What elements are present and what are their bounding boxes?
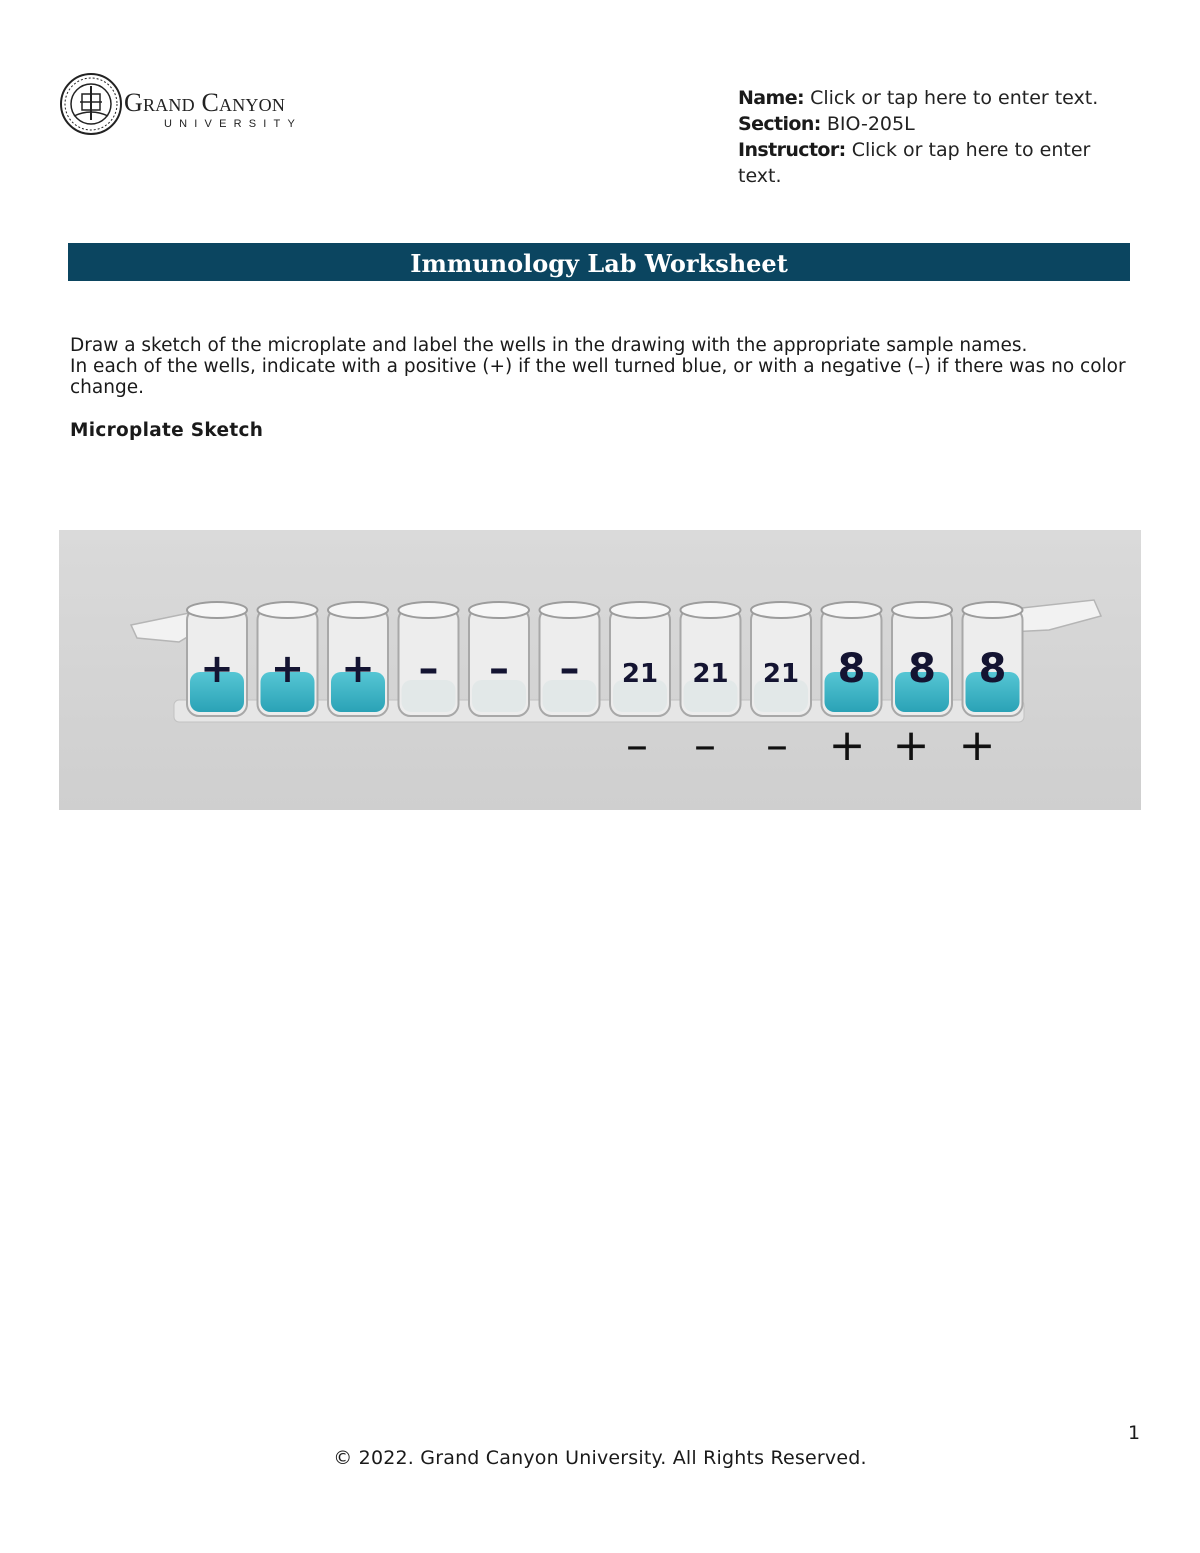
instruction-line-2: In each of the wells, indicate with a positive (+) if the well turned blue, or with a negative (–) if there was no color change. — [70, 356, 1126, 398]
name-row — [738, 85, 1138, 111]
instructor-row — [738, 137, 1138, 189]
well — [751, 602, 811, 716]
well — [399, 602, 459, 716]
well — [681, 602, 741, 716]
result-mark: + — [828, 720, 866, 771]
well — [610, 602, 670, 716]
logo-subtext: UNIVERSITY — [164, 118, 303, 130]
well — [540, 602, 600, 716]
well-label: – — [559, 646, 580, 692]
well-label: – — [489, 646, 509, 692]
instructions — [70, 335, 1130, 398]
well-label: + — [270, 646, 305, 692]
section-label: Section: — [738, 113, 821, 135]
instruction-line-1: Draw a sketch of the microplate and label the wells in the drawing with the appropriate sample names. — [70, 335, 1028, 356]
well-label: 21 — [621, 659, 659, 689]
well-label: 21 — [762, 659, 800, 689]
result-mark: + — [892, 720, 930, 771]
student-info — [738, 85, 1138, 189]
university-logo — [60, 72, 340, 136]
instructor-field[interactable]: Click or tap here to enter text. — [738, 139, 1091, 187]
well — [328, 602, 388, 716]
well-label: 21 — [692, 659, 729, 689]
section-heading: Microplate Sketch — [70, 420, 264, 441]
well-label: 8 — [908, 646, 936, 692]
result-mark: – — [766, 720, 788, 771]
well-label: – — [418, 646, 439, 692]
instructor-label: Instructor: — [738, 139, 846, 161]
worksheet-title-banner: Immunology Lab Worksheet — [68, 243, 1130, 281]
well — [892, 602, 952, 716]
well — [469, 602, 529, 716]
name-field[interactable]: Click or tap here to enter text. — [810, 87, 1099, 109]
well-label: 8 — [978, 646, 1007, 692]
well — [187, 602, 247, 716]
section-field[interactable]: BIO-205L — [826, 113, 915, 135]
result-mark: + — [958, 720, 996, 771]
page-number: 1 — [1128, 1422, 1141, 1444]
copyright-footer: © 2022. Grand Canyon University. All Rights Reserved. — [333, 1447, 867, 1469]
name-label: Name: — [738, 87, 805, 109]
microplate-photo — [59, 530, 1141, 810]
well-label: + — [200, 646, 234, 692]
result-mark: – — [694, 720, 716, 771]
well-label: + — [341, 646, 375, 692]
well — [963, 602, 1023, 716]
well — [822, 602, 882, 716]
well-label: 8 — [837, 646, 866, 692]
result-mark: – — [626, 720, 648, 771]
well — [258, 602, 318, 716]
logo-text: Grand Canyon — [124, 88, 286, 117]
university-seal-icon — [60, 72, 122, 136]
section-row — [738, 111, 1138, 137]
